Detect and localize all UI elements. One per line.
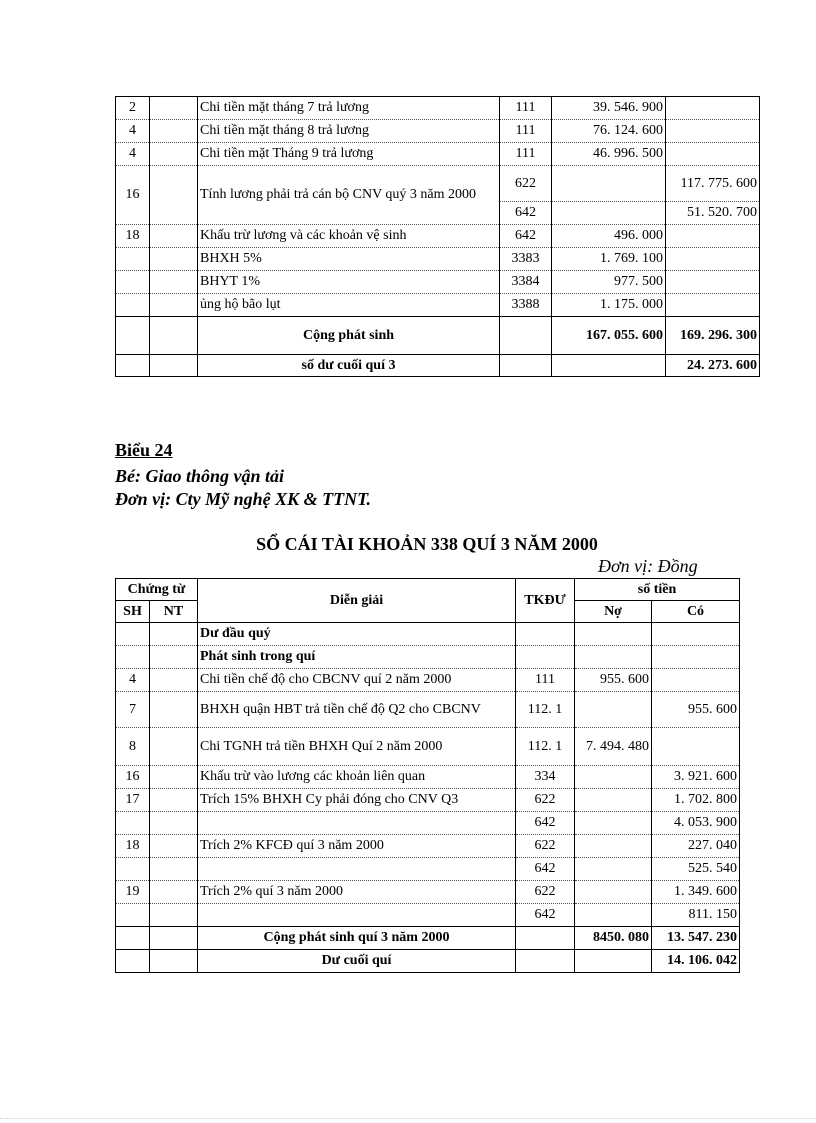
credit-cell — [652, 669, 740, 692]
description-cell: BHXH 5% — [198, 248, 500, 271]
voucher-number — [116, 271, 150, 294]
table-row — [116, 812, 740, 835]
description-cell: BHXH quận HBT trả tiền chế độ Q2 cho CBCNV — [198, 692, 516, 728]
description-cell — [198, 812, 516, 835]
voucher-number — [116, 858, 150, 881]
credit-cell — [666, 225, 760, 248]
credit-cell: 955. 600 — [652, 692, 740, 728]
account-cell: 642 — [516, 858, 575, 881]
account-cell: 3388 — [500, 294, 552, 317]
voucher-number: 17 — [116, 789, 150, 812]
voucher-date — [150, 294, 198, 317]
debit-cell — [575, 692, 652, 728]
total-row — [116, 927, 740, 950]
debit-cell: 76. 124. 600 — [552, 120, 666, 143]
description-cell: Khấu trừ vào lương các khoản liên quan — [198, 766, 516, 789]
voucher-number: 7 — [116, 692, 150, 728]
credit-cell — [666, 248, 760, 271]
ledger-table-continued — [115, 96, 760, 377]
voucher-date — [150, 225, 198, 248]
debit-cell: 1. 175. 000 — [552, 294, 666, 317]
total-label: Cộng phát sinh — [198, 317, 500, 355]
credit-cell: 117. 775. 600 — [666, 166, 760, 202]
debit-cell — [575, 858, 652, 881]
voucher-number: 16 — [116, 166, 150, 225]
account-cell: 642 — [516, 904, 575, 927]
debit-cell — [575, 835, 652, 858]
voucher-number — [116, 248, 150, 271]
description-cell: ủng hộ bão lụt — [198, 294, 500, 317]
voucher-number: 8 — [116, 728, 150, 766]
total-credit: 13. 547. 230 — [652, 927, 740, 950]
account-cell: 111 — [500, 97, 552, 120]
account-cell: 112. 1 — [516, 728, 575, 766]
account-cell: 622 — [516, 881, 575, 904]
page-title: SỔ CÁI TÀI KHOẢN 338 QUÍ 3 NĂM 2000 — [256, 534, 598, 554]
debit-cell: 39. 546. 900 — [552, 97, 666, 120]
header-credit: Có — [652, 601, 740, 623]
debit-cell — [575, 812, 652, 835]
debit-cell — [552, 202, 666, 225]
table-row — [116, 225, 760, 248]
voucher-date — [150, 355, 198, 377]
total-row — [116, 317, 760, 355]
table-row — [116, 294, 760, 317]
debit-cell: 46. 996. 500 — [552, 143, 666, 166]
description-cell: Chi tiền chế độ cho CBCNV quí 2 năm 2000 — [198, 669, 516, 692]
voucher-number: 19 — [116, 881, 150, 904]
total-credit: 169. 296. 300 — [666, 317, 760, 355]
account-cell: 622 — [500, 166, 552, 202]
voucher-number — [116, 812, 150, 835]
voucher-date — [150, 143, 198, 166]
description-cell: BHYT 1% — [198, 271, 500, 294]
description-cell — [198, 904, 516, 927]
credit-cell: 1. 349. 600 — [652, 881, 740, 904]
account-cell — [500, 317, 552, 355]
voucher-number: 18 — [116, 225, 150, 248]
account-cell: 111 — [500, 143, 552, 166]
debit-cell — [575, 904, 652, 927]
description-cell: Chi TGNH trả tiền BHXH Quí 2 năm 2000 — [198, 728, 516, 766]
credit-cell: 811. 150 — [652, 904, 740, 927]
table-row — [116, 271, 760, 294]
header-voucher: Chứng từ — [116, 579, 198, 601]
table-row — [116, 858, 740, 881]
table-row — [116, 143, 760, 166]
account-cell: 111 — [516, 669, 575, 692]
page-bottom-divider — [0, 1118, 816, 1119]
description-cell: Tính lương phải trả cán bộ CNV quý 3 năm 2000 — [198, 166, 500, 225]
table-row — [116, 97, 760, 120]
header-debit: Nợ — [575, 601, 652, 623]
closing-label: Dư cuối quí — [198, 950, 516, 973]
account-cell: 622 — [516, 835, 575, 858]
table-row — [116, 766, 740, 789]
closing-credit: 14. 106. 042 — [652, 950, 740, 973]
description-cell: Trích 2% quí 3 năm 2000 — [198, 881, 516, 904]
closing-credit: 24. 273. 600 — [666, 355, 760, 377]
header-description: Diễn giải — [198, 579, 516, 623]
account-cell: 642 — [516, 812, 575, 835]
opening-balance-label: Dư đầu quý — [198, 623, 516, 646]
voucher-number — [116, 904, 150, 927]
table-row — [116, 904, 740, 927]
company-label: Đơn vị: Cty Mỹ nghệ XK & TTNT. — [115, 489, 371, 509]
total-debit: 8450. 080 — [575, 927, 652, 950]
voucher-number — [116, 355, 150, 377]
description-cell: Chi tiền mặt tháng 8 trả lương — [198, 120, 500, 143]
credit-cell — [666, 120, 760, 143]
closing-label: số dư cuối quí 3 — [198, 355, 500, 377]
voucher-date — [150, 248, 198, 271]
voucher-number: 16 — [116, 766, 150, 789]
header-row — [116, 579, 740, 601]
credit-cell: 3. 921. 600 — [652, 766, 740, 789]
account-cell: 334 — [516, 766, 575, 789]
currency-unit: Đơn vị: Đồng — [598, 556, 698, 576]
credit-cell — [652, 728, 740, 766]
description-cell: Chi tiền mặt tháng 7 trả lương — [198, 97, 500, 120]
header-account: TKĐƯ — [516, 579, 575, 623]
table-row — [116, 692, 740, 728]
description-cell — [198, 858, 516, 881]
table-row — [116, 646, 740, 669]
account-cell: 642 — [500, 225, 552, 248]
account-cell: 622 — [516, 789, 575, 812]
header-sh: SH — [116, 601, 150, 623]
description-cell: Chi tiền mặt Tháng 9 trả lương — [198, 143, 500, 166]
debit-cell — [575, 881, 652, 904]
closing-row — [116, 950, 740, 973]
voucher-date — [150, 120, 198, 143]
arising-label: Phát sinh trong quí — [198, 646, 516, 669]
voucher-number — [116, 294, 150, 317]
description-cell: Trích 15% BHXH Cy phải đóng cho CNV Q3 — [198, 789, 516, 812]
debit-cell — [575, 789, 652, 812]
voucher-number: 4 — [116, 669, 150, 692]
voucher-number: 4 — [116, 120, 150, 143]
credit-cell: 525. 540 — [652, 858, 740, 881]
debit-cell: 1. 769. 100 — [552, 248, 666, 271]
credit-cell — [666, 97, 760, 120]
table-row — [116, 835, 740, 858]
voucher-number: 18 — [116, 835, 150, 858]
credit-cell — [666, 271, 760, 294]
header-nt: NT — [150, 601, 198, 623]
account-cell: 642 — [500, 202, 552, 225]
credit-cell — [666, 143, 760, 166]
account-cell: 111 — [500, 120, 552, 143]
debit-cell — [552, 166, 666, 202]
table-row — [116, 669, 740, 692]
table-row — [116, 881, 740, 904]
table-row — [116, 166, 760, 202]
debit-cell — [552, 355, 666, 377]
table-row — [116, 248, 760, 271]
table-row — [116, 728, 740, 766]
voucher-number — [116, 317, 150, 355]
table-row — [116, 623, 740, 646]
table-row — [116, 120, 760, 143]
account-cell: 112. 1 — [516, 692, 575, 728]
account-cell: 3384 — [500, 271, 552, 294]
ministry-label: Bé: Giao thông vận tải — [115, 466, 285, 486]
closing-row — [116, 355, 760, 377]
description-cell: Khấu trừ lương và các khoản vệ sinh — [198, 225, 500, 248]
debit-cell: 955. 600 — [575, 669, 652, 692]
voucher-number: 2 — [116, 97, 150, 120]
total-label: Cộng phát sinh quí 3 năm 2000 — [198, 927, 516, 950]
credit-cell: 51. 520. 700 — [666, 202, 760, 225]
credit-cell: 1. 702. 800 — [652, 789, 740, 812]
voucher-date — [150, 271, 198, 294]
credit-cell: 4. 053. 900 — [652, 812, 740, 835]
debit-cell: 496. 000 — [552, 225, 666, 248]
debit-cell: 7. 494. 480 — [575, 728, 652, 766]
table-row — [116, 789, 740, 812]
ledger-table-338 — [115, 578, 740, 973]
credit-cell — [666, 294, 760, 317]
header-amount: số tiền — [575, 579, 740, 601]
credit-cell: 227. 040 — [652, 835, 740, 858]
debit-cell — [575, 766, 652, 789]
description-cell: Trích 2% KFCĐ quí 3 năm 2000 — [198, 835, 516, 858]
account-cell: 3383 — [500, 248, 552, 271]
voucher-number: 4 — [116, 143, 150, 166]
form-number: Biểu 24 — [115, 440, 173, 460]
debit-cell: 977. 500 — [552, 271, 666, 294]
voucher-date — [150, 97, 198, 120]
account-cell — [500, 355, 552, 377]
total-debit: 167. 055. 600 — [552, 317, 666, 355]
voucher-date — [150, 317, 198, 355]
voucher-date — [150, 166, 198, 225]
